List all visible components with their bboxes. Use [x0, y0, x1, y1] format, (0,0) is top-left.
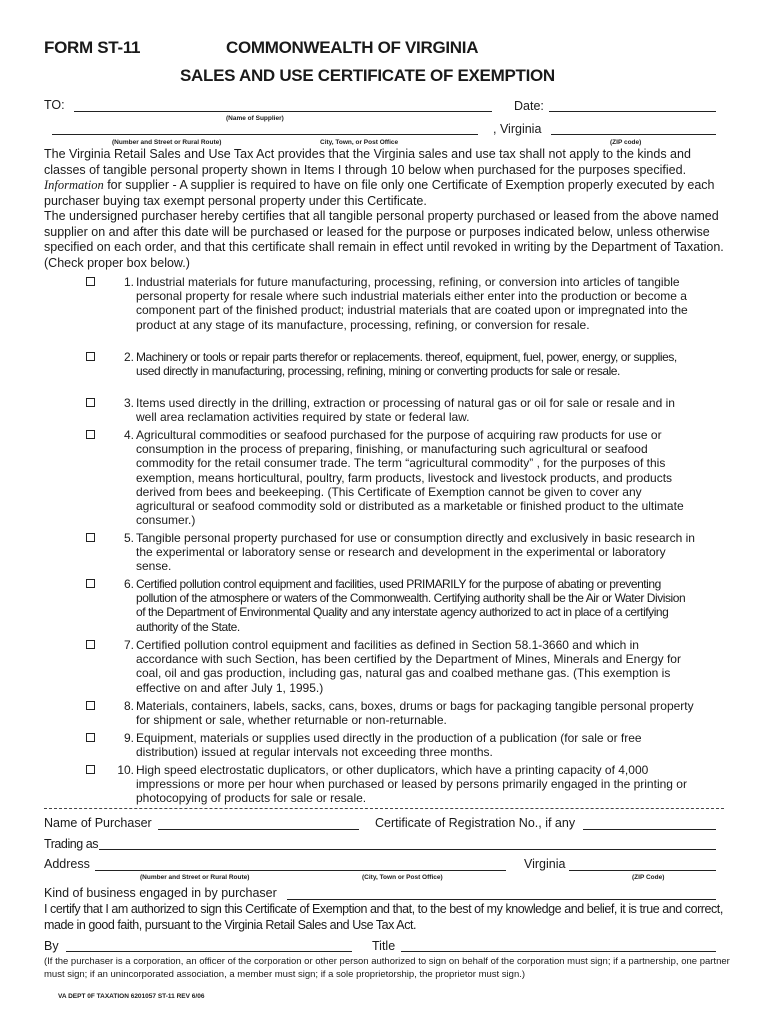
purchaser-address-field[interactable]	[95, 870, 506, 871]
form-id: FORM ST-11	[44, 38, 141, 57]
item-number: 9.	[123, 731, 134, 745]
item-text: Items used directly in the drilling, extraction or processing of natural gas or oil for sale or resale and in well area reclamation activities required by state or federal law.	[136, 396, 675, 425]
item-number: 7.	[123, 638, 134, 652]
purchaser-street-caption: (Number and Street or Rural Route)	[140, 874, 250, 881]
signer-note: (If the purchaser is a corporation, an officer of the corporation or other person authorized to sign on behalf of the corporation must sign; if a partnership, one partner must sign; if an unincorporated association, a member must sign; if a sole proprietorship, the proprietor must sign.)	[44, 956, 730, 980]
purchaser-name-label: Name of Purchaser	[44, 816, 152, 830]
item-text: Certified pollution control equipment and facilities as defined in Section 58.1-3660 and which in accordance with such Section, has been certified by the Department of Mines, Minerals and Energy for coal, oil and gas production, including gas, natural gas and coalbed methane gas. (This exemption is effective on and after July 1, 1995.)	[136, 638, 681, 695]
date-field[interactable]	[549, 111, 716, 112]
information-text: for supplier - A supplier is required to have on file only one Certificate of Exemption properly executed by each purchaser buying tax exempt personal property under this Certificate.	[44, 178, 715, 208]
intro-paragraph-2	[44, 178, 734, 209]
item-number: 8.	[123, 699, 134, 713]
item-text: Machinery or tools or repair parts therefor or replacements. thereof, equipment, fuel, power, energy, or supplies, used directly in manufacturing, processing, refining, mining or converting products for sale or resale.	[136, 350, 677, 379]
item-4-checkbox[interactable]	[86, 430, 95, 439]
supplier-virginia-label: , Virginia	[493, 122, 542, 136]
address-label: Address	[44, 857, 90, 871]
section-divider	[44, 808, 724, 809]
purchaser-virginia-label: Virginia	[524, 857, 566, 871]
item-9-checkbox[interactable]	[86, 733, 95, 742]
footer-code: VA DEPT 0F TAXATION 6201057 ST-11 REV 6/06	[58, 993, 205, 1000]
business-kind-field[interactable]	[287, 899, 716, 900]
purchaser-name-field[interactable]	[158, 829, 359, 830]
item-5-checkbox[interactable]	[86, 533, 95, 542]
item-text: Certified pollution control equipment and facilities, used PRIMARILY for the purpose of abating or preventing pollution of the atmosphere or waters of the Commonwealth. Certifying authority shall be the Air or Water Division of the Department of Environmental Quality and any interstate agency authorized to act in place of a certifying authority of the State.	[136, 577, 686, 634]
supplier-name-caption: (Name of Supplier)	[226, 115, 284, 122]
information-word: Information	[44, 178, 104, 192]
item-8-checkbox[interactable]	[86, 701, 95, 710]
trading-as-field[interactable]	[99, 849, 716, 850]
item-6-checkbox[interactable]	[86, 579, 95, 588]
by-label: By	[44, 939, 59, 953]
item-2-checkbox[interactable]	[86, 352, 95, 361]
intro-paragraph-1: The Virginia Retail Sales and Use Tax Act provides that the Virginia sales and use tax shall not apply to the kinds and classes of tangible personal property shown in Items I through 10 below when purchased for the purposes specified.	[44, 147, 691, 177]
item-number: 6.	[123, 577, 134, 591]
registration-label: Certificate of Registration No., if any	[375, 816, 576, 830]
title-field[interactable]	[401, 951, 716, 952]
item-7-checkbox[interactable]	[86, 640, 95, 649]
supplier-zip-field[interactable]	[551, 134, 716, 135]
item-text: Tangible personal property purchased for use or consumption directly and exclusively in basic research in the experimental or laboratory sense or research and development in the experimental or laboratory sense.	[136, 531, 695, 574]
item-text: Agricultural commodities or seafood purchased for the purpose of acquiring raw products for use or consumption in the process of preparing, finishing, or manufacturing such agricultural or seafood commodity for the retail consumer trade. The term “agricultural commodity” , for the purposes of this exemption, means horticultural, poultry, farm products, livestock and livestock products, and products derived from bees and beekeeping. (This Certificate of Exemption cannot be given to cover any agricultural or seafood commodity sold or distributed as a marketable or finished product to the ultimate consumer.)	[136, 428, 684, 528]
supplier-street-caption: (Number and Street or Rural Route)	[112, 139, 222, 146]
state-title: COMMONWEALTH OF VIRGINIA	[226, 38, 479, 57]
business-kind-label: Kind of business engaged in by purchaser	[44, 886, 277, 900]
page-title: SALES AND USE CERTIFICATE OF EXEMPTION	[180, 66, 555, 85]
item-10-checkbox[interactable]	[86, 765, 95, 774]
certification-statement: I certify that I am authorized to sign this Certificate of Exemption and that, to the best of my knowledge and belief, it is true and correct, made in good faith, pursuant to the Virginia Retail Sales and Use Tax Act.	[44, 902, 723, 932]
item-1-checkbox[interactable]	[86, 277, 95, 286]
signature-field[interactable]	[66, 951, 352, 952]
trading-as-label: Trading as	[44, 837, 99, 851]
intro-paragraph-3: The undersigned purchaser hereby certifies that all tangible personal property purchased or leased from the above named supplier on and after this date will be purchased or leased for the purpose or purposes indicated below, unless otherwise specified on each order, and that this certificate shall remain in effect until revoked in writing by the Department of Taxation. (Check proper box below.)	[44, 209, 724, 270]
supplier-address-field[interactable]	[52, 134, 478, 135]
item-text: High speed electrostatic duplicators, or other duplicators, which have a printing capacity of 4,000 impressions or more per hour when purchased or leased by persons primarily engaged in the printing or photocopying of products for sale or resale.	[136, 763, 687, 806]
item-3-checkbox[interactable]	[86, 398, 95, 407]
title-label: Title	[372, 939, 396, 953]
item-text: Equipment, materials or supplies used directly in the production of a publication (for sale or free distribution) issued at regular intervals not exceeding three months.	[136, 731, 642, 760]
supplier-zip-caption: (ZIP code)	[610, 139, 642, 146]
item-text: Industrial materials for future manufacturing, processing, refining, or conversion into articles of tangible personal property for resale where such industrial materials either enter into the production or become a component part of the finished product; industrial materials that are coated upon or impregnated into the product at any stage of its manufacture, processing, refining, or conversion for resale.	[136, 275, 688, 332]
item-text: Materials, containers, labels, sacks, cans, boxes, drums or bags for packaging tangible personal property for shipment or sale, whether returnable or non-returnable.	[136, 699, 694, 728]
item-number: 1.	[123, 275, 134, 289]
item-number: 10.	[117, 763, 134, 777]
purchaser-city-caption: (City, Town or Post Office)	[362, 874, 443, 881]
item-number: 4.	[123, 428, 134, 442]
intro-text	[44, 147, 734, 271]
date-label: Date:	[514, 99, 544, 113]
item-number: 3.	[123, 396, 134, 410]
purchaser-zip-caption: (ZIP Code)	[632, 874, 665, 881]
to-label: TO:	[44, 98, 65, 112]
item-number: 5.	[123, 531, 134, 545]
item-number: 2.	[123, 350, 134, 364]
supplier-name-field[interactable]	[74, 111, 492, 112]
purchaser-zip-field[interactable]	[569, 870, 716, 871]
registration-field[interactable]	[583, 829, 716, 830]
supplier-city-caption: City, Town, or Post Office	[320, 139, 399, 146]
